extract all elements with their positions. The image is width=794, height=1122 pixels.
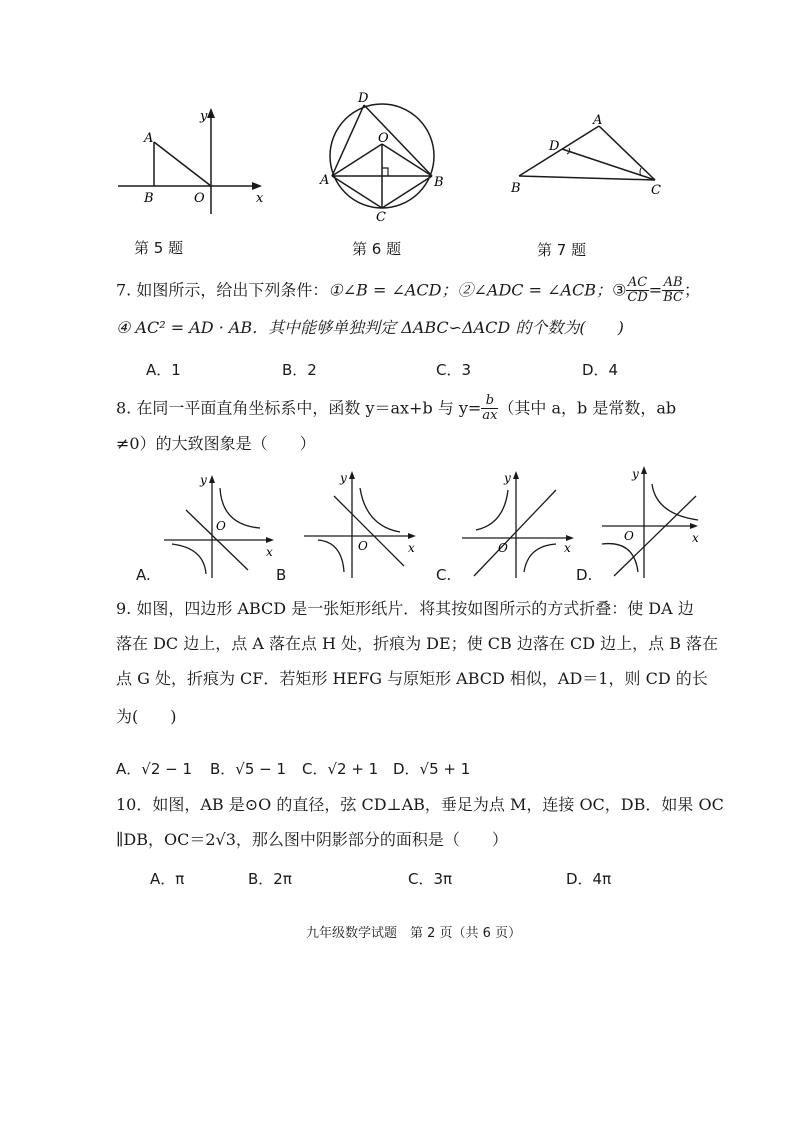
label-x: x xyxy=(256,191,264,206)
figure-7 xyxy=(505,110,675,200)
q8-graph-a xyxy=(160,470,280,580)
q10-option-d: D．4π xyxy=(566,870,612,888)
svg-text:x: x xyxy=(564,541,571,555)
q7-option-d: D．4 xyxy=(582,361,619,379)
q8-option-c: C. xyxy=(436,566,452,584)
label-c: C xyxy=(651,183,661,198)
q9-option-c: C．√2 + 1 xyxy=(302,760,379,778)
svg-text:y: y xyxy=(200,473,207,487)
svg-text:y: y xyxy=(632,467,639,481)
q8-prefix: 8. 在同一平面直角坐标系中，函数 y＝ax+b 与 y= xyxy=(116,398,482,418)
q10-option-c: C．3π xyxy=(408,870,453,888)
q7-cond-2: ②∠ADC = ∠ACB； xyxy=(457,280,613,300)
label-a: A xyxy=(593,113,603,128)
y-axis-arrow xyxy=(207,108,215,118)
q7-option-c: C．3 xyxy=(436,361,472,379)
segment-ac xyxy=(332,176,382,208)
svg-text:O: O xyxy=(216,519,226,533)
figure-5-caption: 第 5 题 xyxy=(134,239,184,257)
q8-graph-b xyxy=(300,466,425,580)
q8-option-b: B xyxy=(276,566,287,584)
svg-text:O: O xyxy=(624,529,634,543)
q8-graph-d xyxy=(598,460,708,580)
right-angle-mark xyxy=(382,168,388,176)
q9-option-b: B．√5 − 1 xyxy=(210,760,287,778)
figure-6 xyxy=(316,88,456,223)
question-10-line-1: 10．如图，AB 是⊙O 的直径，弦 CD⊥AB，垂足为点 M，连接 OC，DB．如果 OC xyxy=(116,795,724,814)
angle-mark-c xyxy=(640,168,641,176)
q7-frac-1: $\frac{AC}{CD}$ xyxy=(627,275,648,306)
svg-text:x: x xyxy=(408,541,415,555)
segment-bc xyxy=(519,176,655,180)
label-c: C xyxy=(376,210,386,223)
svg-text:O: O xyxy=(498,541,508,555)
figure-7-caption: 第 7 题 xyxy=(537,241,587,259)
x-axis-arrow xyxy=(252,182,262,190)
q7-cond-3-prefix: ③ xyxy=(612,280,627,300)
segment-db xyxy=(364,105,432,176)
q7-prefix: 7. 如图所示，给出下列条件： xyxy=(116,280,329,300)
q8-graph-c xyxy=(458,466,583,580)
label-o: O xyxy=(378,131,389,146)
question-9-line-4: 为( ) xyxy=(116,707,177,726)
question-7-line-1: 7. 如图所示，给出下列条件：①∠B = ∠ACD；②∠ADC = ∠ACB；③ $\frac{AC}{CD}$ = $\frac{AB}{BC}$ ； xyxy=(116,275,700,306)
page-footer: 九年级数学试题 第 2 页（共 6 页） xyxy=(306,926,522,941)
q7-option-a: A．1 xyxy=(146,361,181,379)
q7-frac-2: $\frac{AB}{BC}$ xyxy=(663,275,683,306)
figure-6-caption: 第 6 题 xyxy=(352,240,402,258)
q8-suffix: （其中 a，b 是常数，ab xyxy=(498,398,677,418)
svg-text:y: y xyxy=(340,471,347,485)
q9-option-d: D．√5 + 1 xyxy=(393,760,471,778)
q9-option-a: A．√2 − 1 xyxy=(116,760,193,778)
svg-text:O: O xyxy=(358,539,368,553)
q7-cond-1: ①∠B = ∠ACD； xyxy=(328,280,458,300)
label-b: B xyxy=(434,175,444,190)
segment-bc xyxy=(382,176,432,208)
label-y: y xyxy=(200,109,208,124)
q8-option-d: D. xyxy=(576,566,593,584)
q8-option-a: A. xyxy=(136,566,151,584)
svg-text:y: y xyxy=(504,471,511,485)
question-9-line-3: 点 G 处，折痕为 CF．若矩形 HEFG 与原矩形 ABCD 相似，AD＝1，则 CD 的长 xyxy=(116,669,708,688)
figure-5 xyxy=(110,100,280,215)
segment-ao xyxy=(154,142,211,186)
q10-option-b: B．2π xyxy=(248,870,292,888)
q10-option-a: A．π xyxy=(150,870,185,888)
label-b: B xyxy=(144,191,154,206)
label-b: B xyxy=(511,181,521,196)
question-7-line-2: ④ AC² = AD · AB．其中能够单独判定 ΔABC∽ΔACD 的个数为( ) xyxy=(116,318,624,337)
question-10-line-2: ∥DB，OC＝2√3，那么图中阴影部分的面积是（ ） xyxy=(116,830,508,849)
segment-ac xyxy=(599,126,655,180)
label-o: O xyxy=(194,191,205,206)
svg-text:x: x xyxy=(692,531,699,545)
label-d: D xyxy=(549,139,560,154)
label-d: D xyxy=(358,91,369,106)
question-8-line-1 xyxy=(116,394,676,424)
label-a: A xyxy=(320,173,330,188)
svg-text:x: x xyxy=(266,545,273,559)
q7-option-b: B．2 xyxy=(282,361,317,379)
question-9-line-1: 9. 如图，四边形 ABCD 是一张矩形纸片．将其按如图所示的方式折叠：使 DA 边 xyxy=(116,599,694,618)
q8-frac: $\frac{b}{ax}$ xyxy=(482,393,498,424)
label-a: A xyxy=(144,131,154,146)
segment-bo xyxy=(382,144,432,176)
question-8-line-2: ≠0）的大致图象是（ ） xyxy=(116,434,316,453)
question-9-line-2: 落在 DC 边上，点 A 落在点 H 处，折痕为 DE；使 CB 边落在 CD 边上，点 B 落在 xyxy=(116,634,719,653)
